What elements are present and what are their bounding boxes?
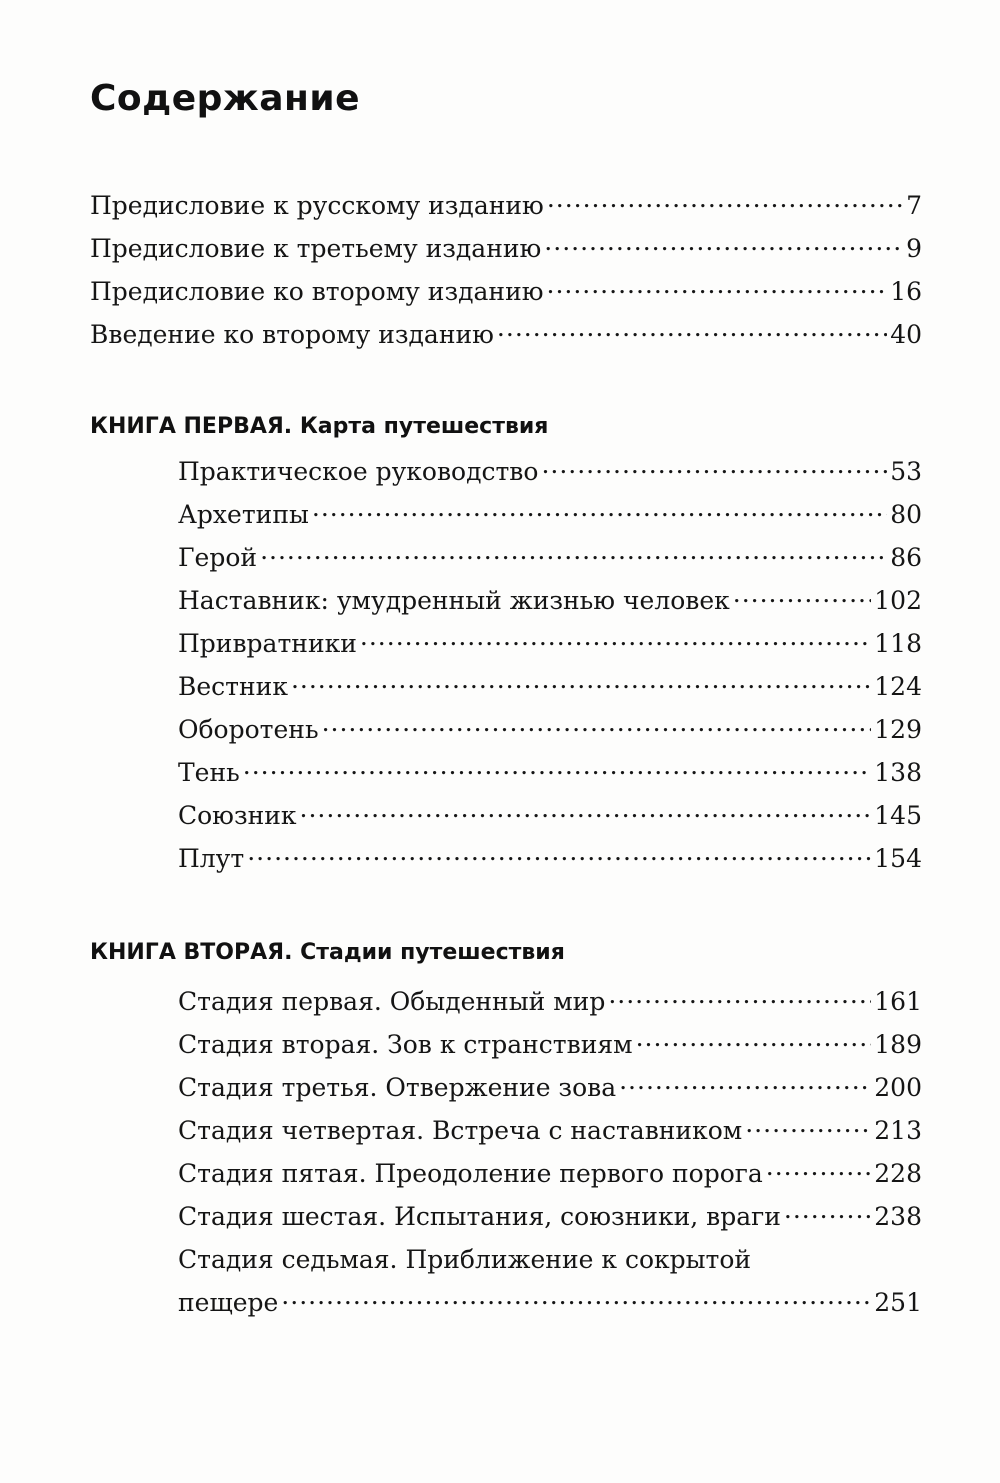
toc-entry[interactable]	[178, 1152, 922, 1195]
toc-entry[interactable]	[178, 980, 922, 1023]
toc-entry-title: Привратники	[178, 629, 357, 658]
toc-entry-title: Предисловие к русскому изданию	[90, 191, 544, 220]
toc-entry-title: Архетипы	[178, 500, 309, 529]
toc-entry-page: 189	[874, 1030, 922, 1059]
dot-leader	[300, 799, 872, 824]
toc-entry[interactable]	[178, 1195, 922, 1238]
dot-leader	[243, 756, 872, 781]
toc-entry[interactable]	[178, 622, 922, 665]
toc-entry[interactable]	[178, 794, 922, 837]
dot-leader	[733, 584, 872, 609]
toc-entry-title: Наставник: умудренный жизнью человек	[178, 586, 730, 615]
dot-leader	[360, 627, 871, 652]
toc-entry[interactable]	[90, 227, 922, 270]
toc-entry[interactable]	[178, 493, 922, 536]
dot-leader	[619, 1071, 871, 1096]
dot-leader	[636, 1028, 872, 1053]
toc-entry-page: 102	[874, 586, 922, 615]
toc-entry-page: 7	[906, 191, 922, 220]
toc-entry[interactable]	[90, 184, 922, 227]
toc-entry-page: 228	[874, 1159, 922, 1188]
toc-entry-title: Оборотень	[178, 715, 319, 744]
book2-section-title: КНИГА ВТОРАЯ. Стадии путешествия	[90, 940, 565, 965]
toc-entry-page: 145	[874, 801, 922, 830]
toc-entry-page: 213	[874, 1116, 922, 1145]
toc-entry-page: 200	[874, 1073, 922, 1102]
toc-entry-title: Союзник	[178, 801, 297, 830]
toc-entry-page: 238	[874, 1202, 922, 1231]
dot-leader	[547, 189, 903, 214]
toc-entry-title-line1: Стадия седьмая. Приближение к сокрытой	[178, 1245, 752, 1274]
dot-leader	[312, 498, 887, 523]
toc-book1-list	[178, 450, 922, 880]
dot-leader	[541, 455, 887, 480]
dot-leader	[260, 541, 887, 566]
toc-entry-title: Предисловие к третьему изданию	[90, 234, 542, 263]
toc-entry-title: Стадия третья. Отвержение зова	[178, 1073, 617, 1102]
dot-leader	[784, 1200, 871, 1225]
toc-entry-title: Тень	[178, 758, 240, 787]
toc-entry[interactable]	[178, 837, 922, 880]
toc-entry-title: Стадия вторая. Зов к странствиям	[178, 1030, 633, 1059]
toc-entry-page: 9	[906, 234, 922, 263]
toc-entry-page: 124	[874, 672, 922, 701]
toc-entry[interactable]	[178, 1023, 922, 1066]
dot-leader	[608, 985, 871, 1010]
toc-entry[interactable]	[90, 270, 922, 313]
toc-entry-title: Стадия шестая. Испытания, союзники, враги	[178, 1202, 781, 1231]
dot-leader	[497, 318, 887, 343]
toc-entry-page: 80	[890, 500, 922, 529]
toc-entry-title: Стадия пятая. Преодоление первого порога	[178, 1159, 763, 1188]
book1-section-title: КНИГА ПЕРВАЯ. Карта путешествия	[90, 414, 549, 439]
toc-entry[interactable]	[178, 450, 922, 493]
toc-entry-page: 138	[874, 758, 922, 787]
dot-leader	[247, 842, 871, 867]
toc-entry-page: 86	[890, 543, 922, 572]
dot-leader	[766, 1157, 872, 1182]
dot-leader	[322, 713, 872, 738]
toc-book2-list	[178, 980, 922, 1324]
toc-entry-page: 53	[890, 457, 922, 486]
toc-entry[interactable]	[178, 665, 922, 708]
toc-entry-title: Стадия четвертая. Встреча с наставником	[178, 1116, 743, 1145]
toc-entry-page: 161	[874, 987, 922, 1016]
toc-entry[interactable]	[178, 1238, 922, 1324]
toc-entry-page: 16	[890, 277, 922, 306]
toc-entry-title: Герой	[178, 543, 258, 572]
toc-entry[interactable]	[90, 313, 922, 356]
toc-entry[interactable]	[178, 579, 922, 622]
dot-leader	[291, 670, 871, 695]
toc-entry-title: Стадия первая. Обыденный мир	[178, 987, 606, 1016]
toc-entry-page: 251	[874, 1288, 922, 1317]
dot-leader	[547, 275, 888, 300]
toc-entry-page: 118	[874, 629, 922, 658]
toc-entry-page: 40	[890, 320, 922, 349]
dot-leader	[281, 1286, 871, 1311]
toc-entry-title: Практическое руководство	[178, 457, 539, 486]
toc-entry[interactable]	[178, 1109, 922, 1152]
dot-leader	[544, 232, 903, 257]
page-title: Содержание	[90, 78, 361, 119]
toc-entry-page: 129	[874, 715, 922, 744]
toc-entry-title: Вестник	[178, 672, 288, 701]
toc-entry[interactable]	[178, 708, 922, 751]
toc-entry-page: 154	[874, 844, 922, 873]
toc-entry[interactable]	[178, 751, 922, 794]
toc-entry[interactable]	[178, 1066, 922, 1109]
toc-entry-title-line2: пещере	[178, 1288, 279, 1317]
dot-leader	[745, 1114, 871, 1139]
toc-intro-list	[90, 184, 922, 356]
toc-entry-title: Плут	[178, 844, 245, 873]
toc-entry[interactable]	[178, 536, 922, 579]
toc-entry-title: Введение ко второму изданию	[90, 320, 494, 349]
toc-entry-title: Предисловие ко второму изданию	[90, 277, 544, 306]
